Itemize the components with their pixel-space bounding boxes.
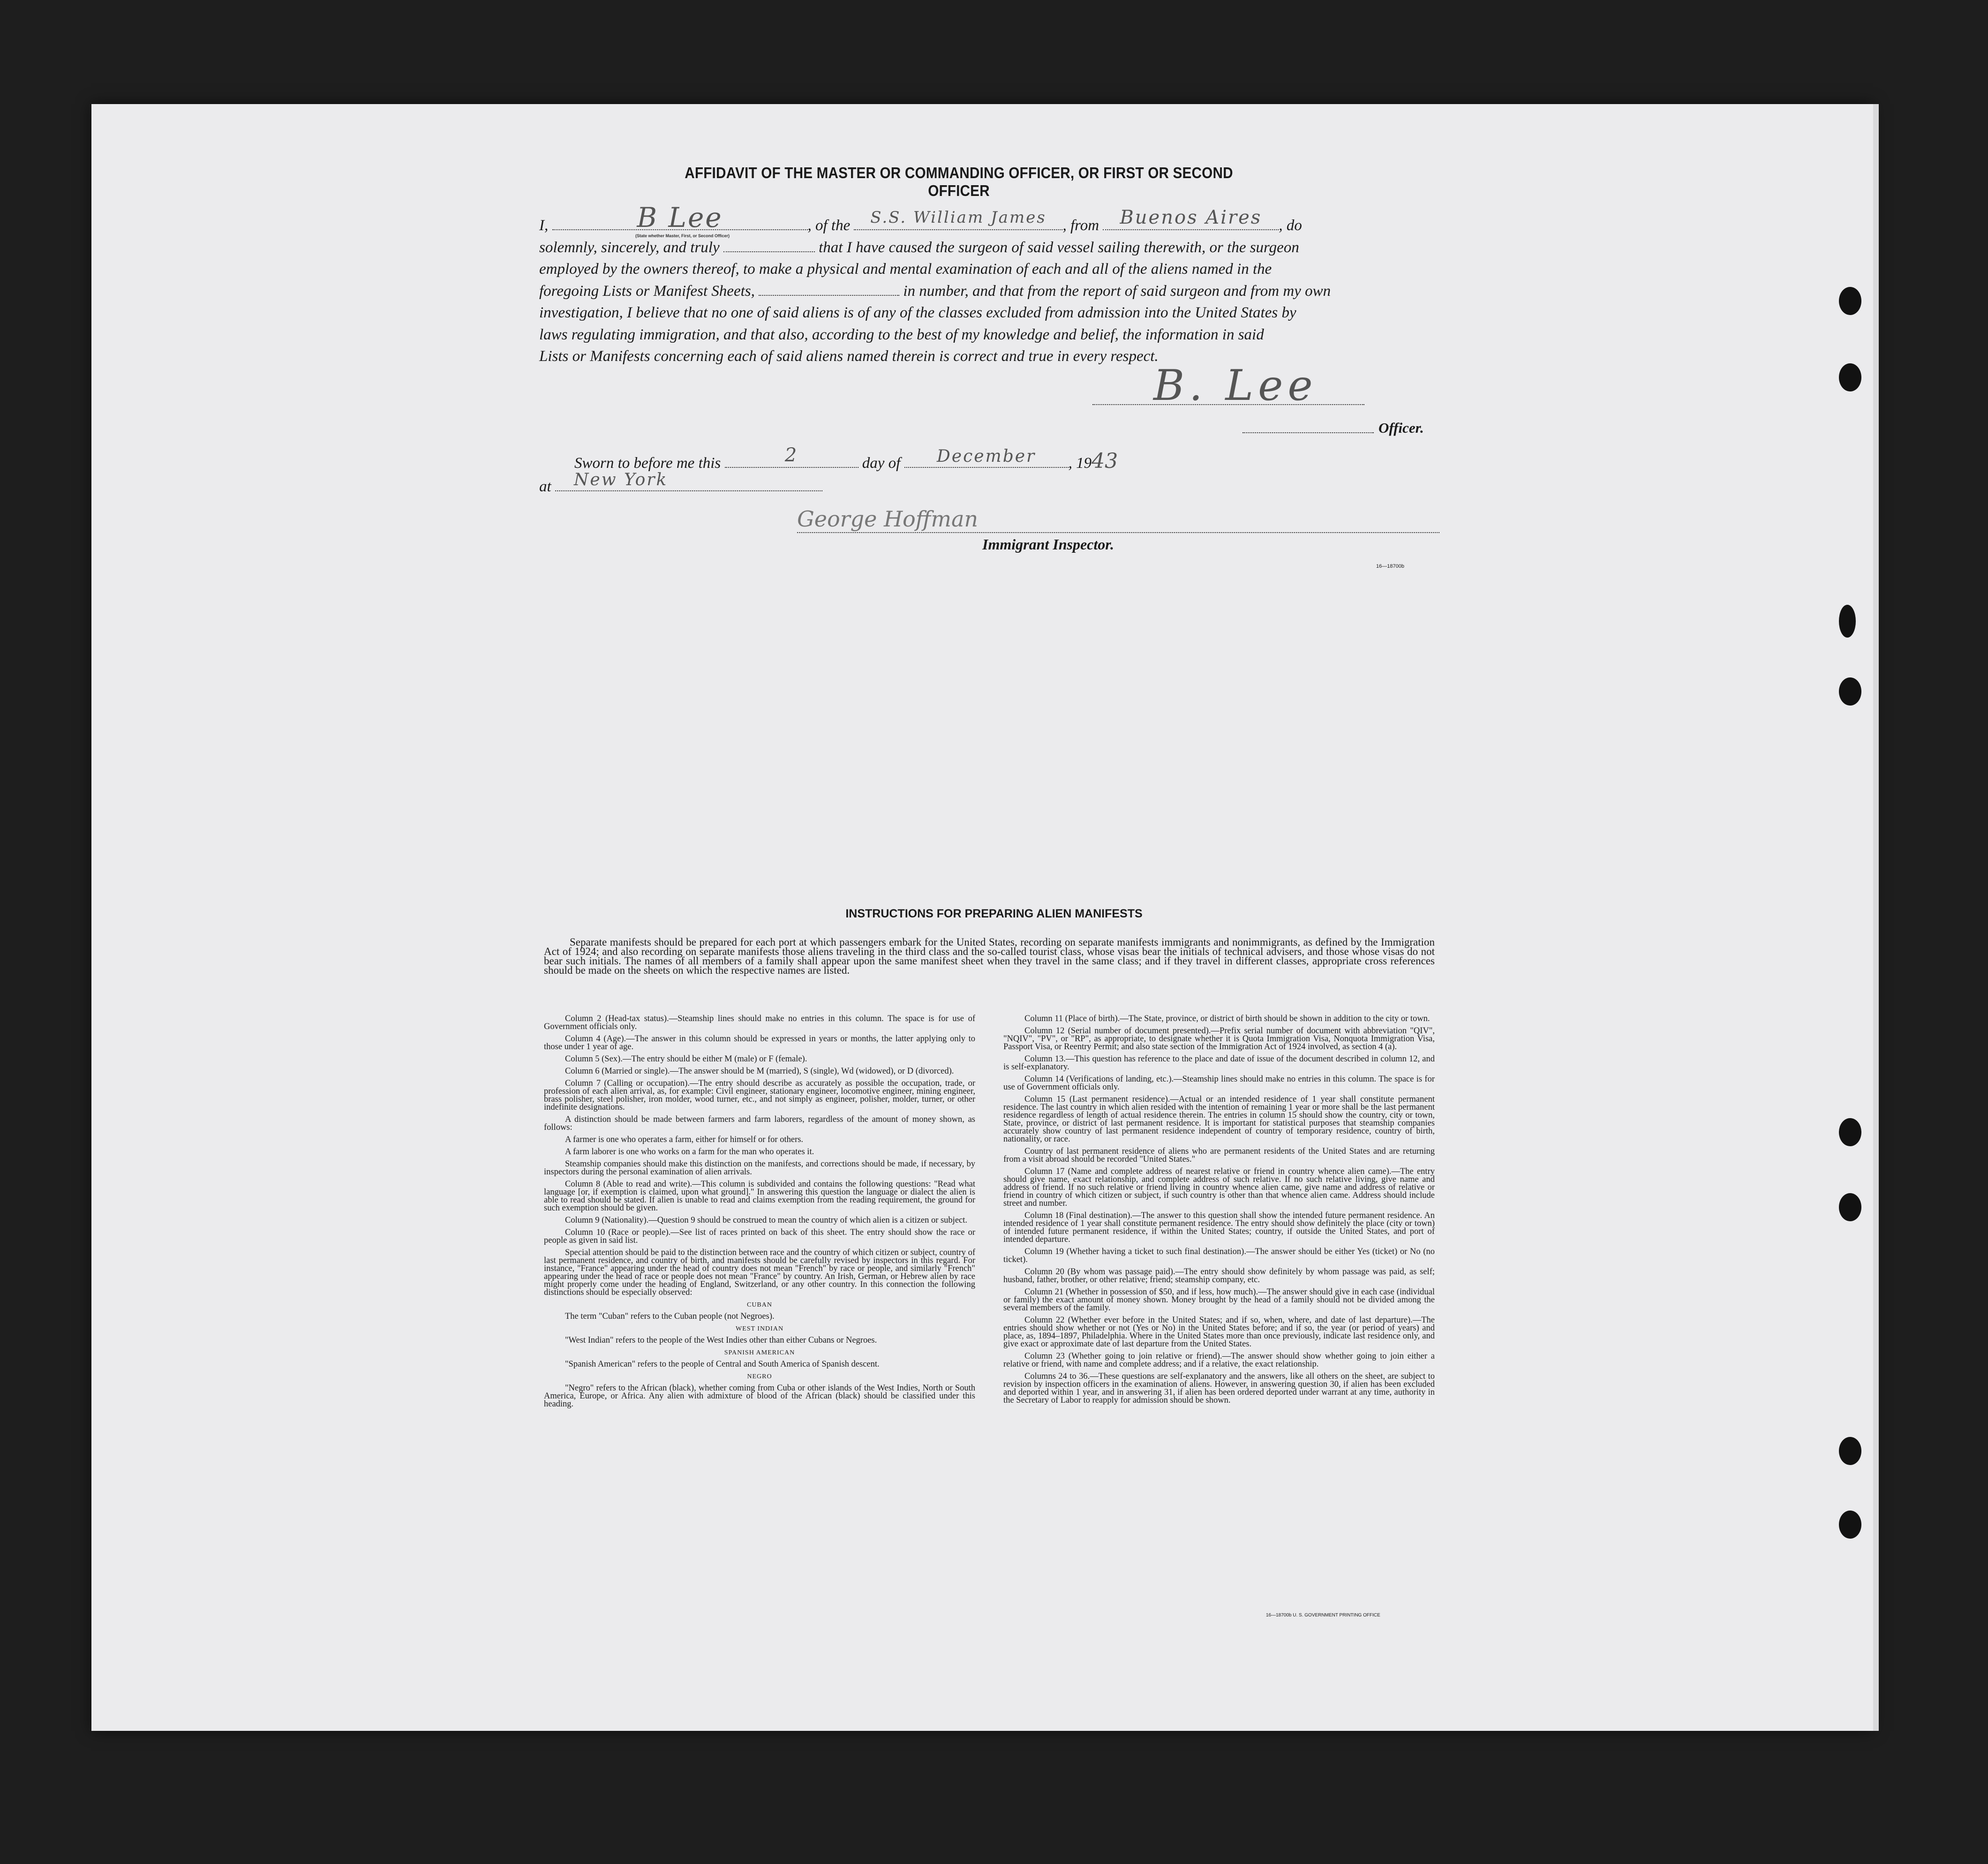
- sheet-edge: [1873, 104, 1879, 1731]
- signature-line: [1092, 404, 1364, 405]
- inspector-line: [797, 532, 1439, 533]
- day-field: [725, 444, 858, 468]
- heading-west-indian: WEST INDIAN: [735, 1325, 784, 1332]
- officer-name-field: [552, 201, 808, 233]
- instructions-intro: Separate manifests should be prepared for each port at which passengers embark for the United States, recording on separate manifests immigrants and nonimmigrants, as defined by the Immigration Act of 1924; and also recording on separate manifests those aliens traveling in the third class and the so-called tourist class, whose visas bear the initials of technical advisers, and those whose visas do not bear such initials. The names of all members of a family shall appear upon the same manifest sheet when they travel in the same class; and if they travel in different classes, appropriate cross references should be made on the sheets on which the respective names are listed.: [544, 936, 1435, 976]
- punch-hole: [1839, 1511, 1861, 1539]
- heading-negro: NEGRO: [747, 1373, 772, 1380]
- punch-hole: [1839, 287, 1861, 315]
- handwritten-port: Buenos Aires: [1120, 206, 1262, 228]
- punch-hole: [1839, 1118, 1861, 1146]
- affidavit-line-1: I, B Lee , of the S.S. William James , from Buenos Aires , do: [539, 201, 1302, 234]
- heading-spanish-american: SPANISH AMERICAN: [724, 1349, 795, 1356]
- sworn-line: Sworn to before me this 2 day of December , 1943: [574, 444, 1118, 473]
- officer-line: [1242, 432, 1374, 433]
- inspector-signature: George Hoffman: [797, 506, 979, 532]
- punch-hole: [1839, 363, 1861, 391]
- handwritten-year: 43: [1092, 449, 1118, 473]
- punch-hole: [1839, 1437, 1861, 1465]
- printing-office-footer: 16—18700b U. S. GOVERNMENT PRINTING OFFICE: [1266, 1613, 1380, 1618]
- handwritten-day: 2: [784, 444, 798, 466]
- affidavit-title: AFFIDAVIT OF THE MASTER OR COMMANDING OFFICER, OR FIRST OR SECOND OFFICER: [685, 164, 1233, 199]
- handwritten-name: B Lee: [637, 201, 723, 233]
- officer-signature: B. Lee: [1153, 361, 1318, 410]
- handwritten-vessel: S.S. William James: [870, 208, 1047, 227]
- port-field: [1103, 206, 1279, 230]
- officer-label: Officer.: [1378, 420, 1424, 436]
- affidavit-body: I, B Lee , of the S.S. William James , from Buenos Aires , do solemnly, sincerely, and truly that I have caused the surgeon of said vessel sailing therewith, or the surgeon employed by the owners thereof, to make a physical and mental examination of each and all of the aliens named in the foregoing Lists or Manifest Sheets, in number, and that from the report of said surgeon and from my own investigation, I believe that no one of said aliens is of any of the classes excluded from admission into the United States by laws regulating immigration, and that also, according to the best of my knowledge and belief, the information in said Lists or Manifests concerning each of said aliens named therein is correct and true in every respect.: [539, 215, 1430, 368]
- instructions-left-column: Column 2 (Head-tax status).—Steamship lines should make no entries in this column. The space is for use of Government officials only. Column 4 (Age).—The answer in this column should be expressed in years or months, the latter applying only to those under 1 year of age. Column 5 (Sex).—The entry should be either M (male) or F (female). Column 6 (Married or single).—The answer should be M (married), S (single), Wd (widowed), or D (divorced). Column 7 (Calling or occupation).—The entry should describe as accurately as possible the occupation, trade, or profession of each alien arrival, as, for example: Civil engineer, stationary engineer, locomotive engineer, mining engineer, brass polisher, steel polisher, iron molder, wood turner, etc., and not simply as engineer, polisher, molder, turner, or other indefinite designations. A distinction should be made between farmers and farm laborers, regardless of the amount of money shown, as follows: A farmer is one who operates a farm, either for himself or for others. A farm laborer is one who works on a farm for the man who operates it. Steamship companies should make this distinction on the manifests, and corrections should be made, if necessary, by inspectors during the personal examination of alien arrivals. Column 8 (Able to read and write).—This column is subdivided and contains the following questions: "Read what language [or, if exemption is claimed, upon what ground]." In answering this question the language or dialect the alien is able to read should be stated. If alien is unable to read and claims exemption from the reading requirement, the ground for such exemption should be given. Column 9 (Nationality).—Question 9 should be construed to mean the country of which alien is a citizen or subject. Column 10 (Race or people).—See list of races printed on back of this sheet. The entry should show the race or people as given in said list. Special attention should be paid to the distinction between race and the country of which citizen or subject, country of last permanent residence, and country of birth, and manifests should be carefully revised by inspectors in this regard. For instance, "France" appearing under the head of country does not mean "French" by race or people, and similarly "French" appearing under the head of race or people does not mean "France" by country. An Irish, German, or Hebrew alien by race might properly come under the heading of England, Switzerland, or any other country. In this connection the following distinctions should be especially observed: CUBAN The term "Cuban" refers to the Cuban people (not Negroes). WEST INDIAN "West Indian" refers to the people of the West Indies other than either Cubans or Negroes. SPANISH AMERICAN "Spanish American" refers to the people of Central and South America of Spanish descent. NEGRO "Negro" refers to the African (black), whether coming from Cuba or other islands of the West Indies, North or South America, Europe, or Africa. Any alien with admixture of blood of the African (black) should be classified under this heading.: [544, 1014, 975, 1409]
- form-number: 16—18700b: [1376, 564, 1404, 569]
- instructions-title: INSTRUCTIONS FOR PREPARING ALIEN MANIFESTS: [845, 907, 1143, 920]
- inspector-label: Immigrant Inspector.: [982, 536, 1114, 553]
- vessel-field: [854, 208, 1062, 230]
- punch-hole: [1839, 1193, 1861, 1221]
- handwritten-place: New York: [573, 470, 668, 489]
- place-line: at New York: [539, 478, 822, 496]
- handwritten-month: December: [936, 447, 1036, 466]
- instructions-right-column: Column 11 (Place of birth).—The State, province, or district of birth should be shown in addition to the city or town. Column 12 (Serial number of document presented).—Prefix serial number of document with abbreviation "QIV", "NQIV", "PV", or "RP", as appropriate, to designate whether it is Quota Immigration Visa, Nonquota Immigration Visa, Passport Visa, or Reentry Permit; and also state section of the Immigration Act of 1924 involved, as section 4 (a). Column 13.—This question has reference to the place and date of issue of the document described in column 12, and is self-explanatory. Column 14 (Verifications of landing, etc.).—Steamship lines should make no entries in this column. The space is for use of Government officials only. Column 15 (Last permanent residence).—Actual or an intended residence of 1 year shall constitute permanent residence. The last country in which alien resided with the intention of remaining 1 year or more shall be the last permanent residence regardless of length of actual residence therein. The entries in column 15 should show the country, city or town, State, province, or district of last permanent residence. It is important for statistical purposes that steamship companies accurately show country of last permanent residence independent of country of temporary residence, country of birth, nationality, or race. Country of last permanent residence of aliens who are permanent residents of the United States and are returning from a visit abroad should be recorded "United States." Column 17 (Name and complete address of nearest relative or friend in country whence alien came).—The entry should give name, exact relationship, and complete address of such relative. If no such relative living, give name and address of friend. If no such relative or friend living in country whence alien came, give name and address of relative or friend in country of which citizen or subject, if such country is other than that whence alien came. Address should include street and number. Column 18 (Final destination).—The answer to this question shall show the intended future permanent residence. An intended residence of 1 year shall constitute permanent residence. The entry should show definitely the place (city or town) of intended future permanent residence, if within the United States; country, if outside the United States, and port of intended departure. Column 19 (Whether having a ticket to such final destination).—The answer should be either Yes (ticket) or No (no ticket). Column 20 (By whom was passage paid).—The entry should show definitely by whom passage was paid, as self; husband, father, brother, or other relative; friend; steamship company, etc. Column 21 (Whether in possession of $50, and if less, how much).—The answer should give in each case (individual or family) the exact amount of money shown. Money brought by the head of a family should not be divided among the several members of the family. Column 22 (Whether ever before in the United States; and if so, when, where, and date of last departure).—The entries should show whether or not (Yes or No) in the United States before; and if so, the year (or period of years) and place, as, 1894–1897, Philadelphia. Where in the United States more than once previously, indicate last residence only, and give exact or approximate date of last departure from the United States. Column 23 (Whether going to join relative or friend).—The answer should show whether going to join either a relative or friend, with name and complete address; and if a relative, the exact relationship. Columns 24 to 36.—These questions are self-explanatory and the answers, like all others on the sheet, are subject to revision by inspection officers in the examination of aliens. However, in answering question 30, if alien has been excluded and deported within 1 year, and in answering 31, if alien has been ordered deported under warrant at any time, authority in the Secretary of Labor to reapply for admission should be shown.: [1003, 1014, 1435, 1405]
- heading-cuban: CUBAN: [746, 1301, 772, 1308]
- punch-hole: [1839, 605, 1856, 638]
- month-field: [904, 447, 1069, 468]
- officer-hint: (State whether Master, First, or Second Officer): [635, 233, 730, 238]
- punch-hole: [1839, 677, 1861, 706]
